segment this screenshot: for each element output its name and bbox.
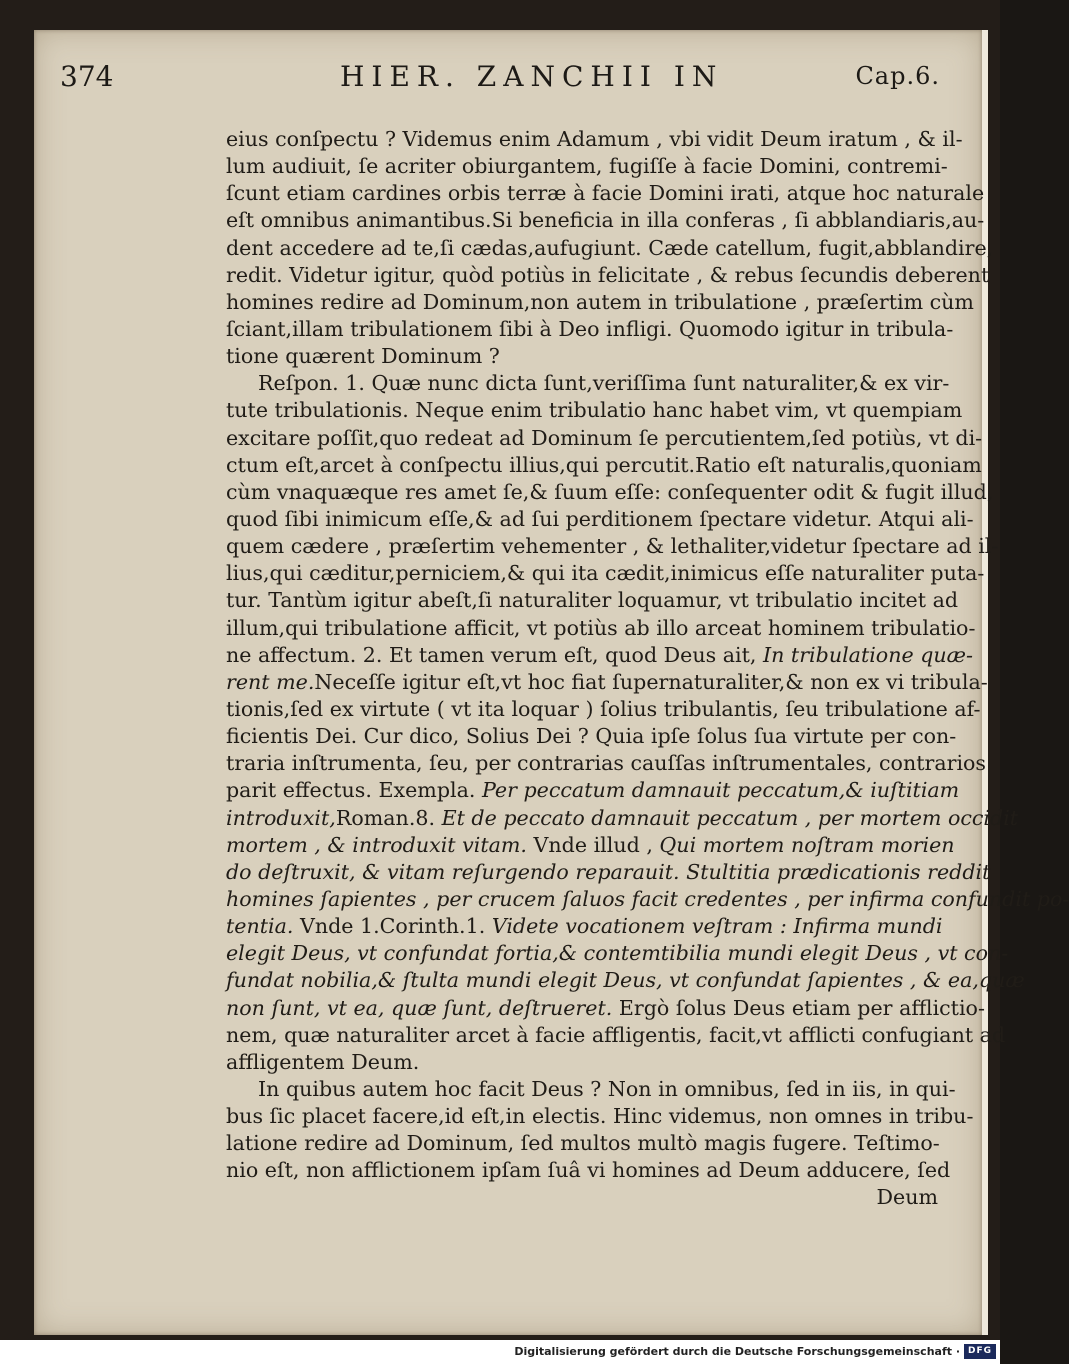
text-line — [226, 1076, 956, 1103]
text-span: tionis,ſed ex virtute ( vt ita loquar ) ſolius tribulantis, ſeu tribulatione af- — [226, 696, 981, 721]
footer-bar — [0, 1340, 1000, 1364]
italic-span: rent me. — [226, 669, 315, 694]
text-line — [226, 777, 960, 804]
text-line — [226, 343, 938, 370]
italic-span: fundat nobilia,& ſtulta mundi elegit Deus, vt confundat ſapientes , & ea,quæ — [226, 968, 1025, 993]
italic-span: homines ſapientes , per crucem ſaluos facit credentes , per infirma confundit po- — [226, 886, 1069, 911]
text-span: Roman.8. — [335, 805, 442, 830]
text-line — [226, 126, 963, 153]
text-line — [226, 560, 985, 587]
text-line — [226, 805, 1019, 832]
italic-span: introduxit, — [226, 805, 336, 830]
text-line — [226, 397, 963, 424]
page-number: 374 — [60, 60, 114, 93]
text-line — [226, 967, 1025, 994]
text-span: ſcunt etiam cardines orbis terræ à facie Domini irati, atque hoc naturale — [226, 181, 985, 206]
italic-span: Qui mortem noſtram morien — [659, 832, 955, 857]
text-span: lum audiuit, ſe acriter obiurgantem, fugiſſe à facie Domini, contremi- — [226, 154, 948, 179]
text-line — [226, 425, 983, 452]
text-span: ſciant,illam tribulationem ſibi à Deo infligi. Quomodo igitur in tribula- — [226, 316, 954, 341]
text-line — [226, 1184, 938, 1211]
text-line — [226, 289, 974, 316]
text-line — [226, 669, 988, 696]
text-span: tione quærent Dominum ? — [226, 344, 500, 369]
text-line — [226, 506, 974, 533]
text-line — [226, 370, 950, 397]
italic-span: non ſunt, vt ea, quæ ſunt, deſtrueret. — [226, 995, 613, 1020]
text-span: Vnde illud , — [526, 832, 660, 857]
text-span: Neceſſe igitur eſt,vt hoc fiat ſupernaturaliter,& non ex vi tribula- — [314, 669, 988, 694]
text-span: homines redire ad Dominum,non autem in tribulatione , præſertim cùm — [226, 289, 974, 314]
italic-span: do deſtruxit, & vitam reſurgendo reparauit. Stultitia prædicationis reddit — [226, 859, 991, 884]
italic-span: mortem , & introduxit vitam. — [226, 832, 527, 857]
text-span: tur. Tantùm igitur abeſt,ſi naturaliter loquamur, vt tribulatio incitet ad — [226, 588, 959, 613]
text-line — [226, 316, 954, 343]
dfg-logo-icon: DFG — [964, 1344, 996, 1359]
text-line — [226, 153, 948, 180]
text-line — [226, 1103, 974, 1130]
running-head — [60, 58, 940, 98]
text-span: nem, quæ naturaliter arcet à facie affligentis, facit,vt afflicti confugiant ad — [226, 1022, 1006, 1047]
text-span: Deum — [876, 1185, 938, 1210]
text-line — [226, 1130, 938, 1157]
text-span: Reſpon. 1. Quæ nunc dicta ſunt,veriſſima ſunt naturaliter,& ex vir- — [258, 371, 950, 396]
text-span: illum,qui tribulatione afficit, vt potiùs ab illo arceat hominem tribulatio- — [226, 615, 976, 640]
text-line — [226, 886, 1069, 913]
text-span: traria inſtrumenta, ſeu, per contrarias cauſſas inſtrumentales, contrarios — [226, 751, 986, 776]
text-line — [226, 642, 973, 669]
text-span: quod ſibi inimicum eſſe,& ad ſui perditionem ſpectare videtur. Atqui ali- — [226, 506, 974, 531]
text-line — [226, 750, 986, 777]
text-span: In quibus autem hoc facit Deus ? Non in omnibus, ſed in iis, in qui- — [258, 1076, 956, 1101]
text-span: cùm vnaquæque res amet ſe,& ſuum eſſe: conſequenter odit & fugit illud, — [226, 479, 994, 504]
text-line — [226, 913, 943, 940]
text-line — [226, 452, 982, 479]
running-title: HIER. ZANCHII IN — [340, 60, 724, 93]
text-span: redit. Videtur igitur, quòd potiùs in felicitate , & rebus ſecundis deberent — [226, 262, 990, 287]
chapter-reference: Cap.6. — [855, 62, 940, 90]
text-span: affligentem Deum. — [226, 1049, 420, 1074]
text-line — [226, 615, 976, 642]
text-span: ficientis Dei. Cur dico, Solius Dei ? Quia ipſe ſolus ſua virtute per con- — [226, 724, 957, 749]
text-span: lius,qui cæditur,perniciem,& qui ita cædit,inimicus eſſe naturaliter puta- — [226, 561, 985, 586]
text-line — [226, 832, 955, 859]
text-span: excitare poſſit,quo redeat ad Dominum ſe percutientem,ſed potiùs, vt di- — [226, 425, 983, 450]
text-line — [226, 587, 959, 614]
text-span: parit effectus. Exempla. — [226, 778, 482, 803]
italic-span: elegit Deus, vt confundat fortia,& contemtibilia mundi elegit Deus , vt con- — [226, 941, 1009, 966]
text-line — [226, 1022, 1006, 1049]
text-line — [226, 940, 1009, 967]
body-text — [226, 126, 1069, 1212]
text-span: nio eſt, non afflictionem ipſam ſuâ vi homines ad Deum adducere, ſed — [226, 1158, 951, 1183]
italic-span: tentia. — [226, 914, 294, 939]
text-span: dent accedere ad te,ſi cædas,aufugiunt. Cæde catellum, fugit,abblandire, — [226, 235, 994, 260]
text-line — [226, 859, 991, 886]
italic-span: Et de peccato damnauit peccatum , per mortem occidit — [441, 805, 1019, 830]
text-span: eius conſpectu ? Videmus enim Adamum , vbi vidit Deum iratum , & il- — [226, 127, 963, 151]
text-span: Vnde 1.Corinth.1. — [293, 914, 492, 939]
text-span: ctum eſt,arcet à conſpectu illius,qui percutit.Ratio eſt naturalis,quoniam — [226, 452, 982, 477]
text-line — [226, 262, 990, 289]
italic-span: In tribulatione quæ- — [762, 642, 973, 667]
text-line — [226, 235, 994, 262]
funding-notice: Digitalisierung gefördert durch die Deutsche Forschungsgemeinschaft · — [514, 1345, 960, 1358]
text-line — [226, 995, 985, 1022]
italic-span: Per peccatum damnauit peccatum,& iuſtitiam — [481, 778, 960, 803]
text-line — [226, 1049, 938, 1076]
text-span: eſt omnibus animantibus.Si beneficia in illa conferas , ſi abblandiaris,au- — [226, 208, 985, 233]
text-line — [226, 533, 999, 560]
text-line — [226, 207, 985, 234]
text-line — [226, 180, 985, 207]
text-span: bus ſic placet facere,id eſt,in electis. Hinc videmus, non omnes in tribu- — [226, 1104, 974, 1129]
text-line — [226, 723, 957, 750]
text-span: ne affectum. 2. Et tamen verum eſt, quod Deus ait, — [226, 642, 763, 667]
italic-span: Videte vocationem veſtram : Infirma mundi — [491, 914, 943, 939]
text-span: quem cædere , præſertim vehementer , & lethaliter,videtur ſpectare ad il- — [226, 534, 999, 559]
text-span: latione redire ad Dominum, ſed multos multò magis fugere. Teſtimo- — [226, 1131, 940, 1156]
text-line — [226, 696, 981, 723]
text-line — [226, 1157, 951, 1184]
text-span: Ergò ſolus Deus etiam per afflictio- — [612, 995, 985, 1020]
text-line — [226, 479, 994, 506]
text-span: tute tribulationis. Neque enim tribulatio hanc habet vim, vt quempiam — [226, 398, 963, 423]
